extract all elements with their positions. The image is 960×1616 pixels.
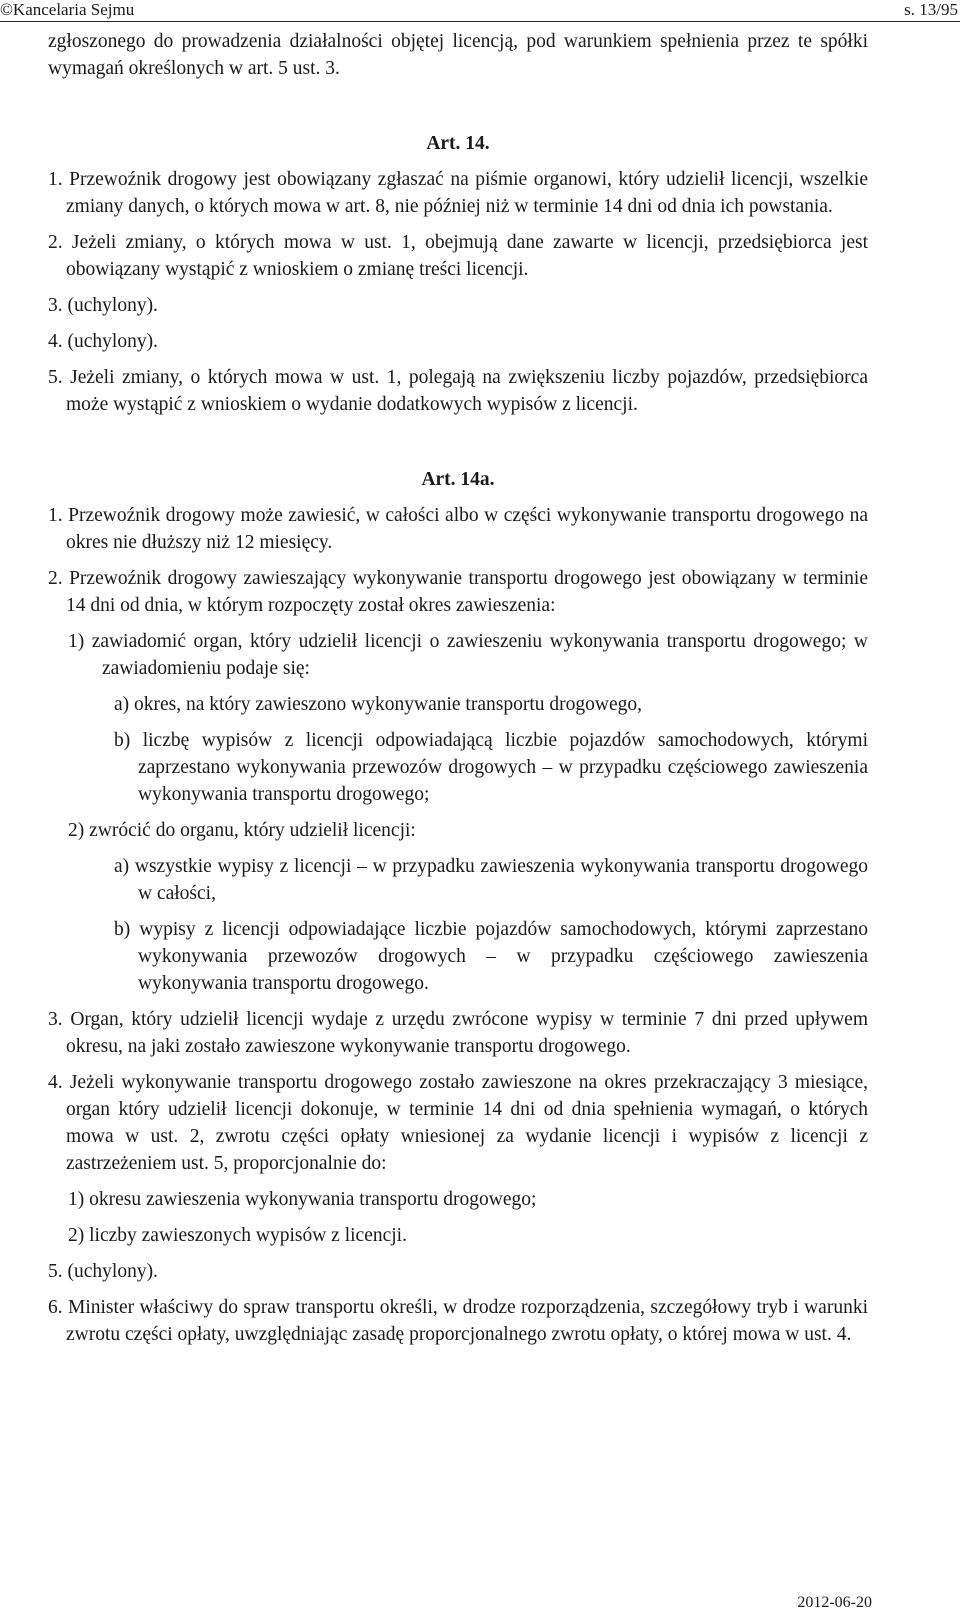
art14a-par-2-point-1: 1) zawiadomić organ, który udzielił licencji o zawieszeniu wykonywania transportu drogowego; w zawiadomieniu podaje się: [68,631,868,679]
footer-date: 2012-06-20 [797,1594,872,1611]
art14-par-5: 5. Jeżeli zmiany, o których mowa w ust. 1, polegają na zwiększeniu liczby pojazdów, przedsiębiorca może wystąpić z wnioskiem o wydanie dodatkowych wypisów z licencji. [48,367,868,415]
page-header [0,0,960,22]
art14a-par-2-point-2-b: b) wypisy z licencji odpowiadające liczbie pojazdów samochodowych, którymi zaprzestano wykonywania przewozów drogowych – w przypadku częściowego zawieszenia wykonywania transportu drogowego. [114,919,868,994]
art14a-par-2: 2. Przewoźnik drogowy zawieszający wykonywanie transportu drogowego jest obowiązany w terminie 14 dni od dnia, w którym rozpoczęty został okres zawieszenia: [48,568,868,616]
art14-par-2: 2. Jeżeli zmiany, o których mowa w ust. 1, obejmują dane zawarte w licencji, przedsiębiorca jest obowiązany wystąpić z wnioskiem o zmianę treści licencji. [48,232,868,280]
art14a-par-3: 3. Organ, który udzielił licencji wydaje z urzędu zwrócone wypisy w terminie 7 dni przed upływem okresu, na jaki zostało zawieszone wykonywanie transportu drogowego. [48,1009,868,1057]
art14a-par-6: 6. Minister właściwy do spraw transportu określi, w drodze rozporządzenia, szczegółowy tryb i warunki zwrotu części opłaty, uwzględniając zasadę proporcjonalnego zwrotu opłaty, o której mowa w ust. 4. [48,1297,868,1345]
art14-par-4: 4. (uchylony). [48,331,158,352]
art14-par-3: 3. (uchylony). [48,295,158,316]
art14a-par-2-point-2: 2) zwrócić do organu, który udzielił licencji: [68,820,416,841]
publisher-label: ©Kancelaria Sejmu [0,0,135,19]
document-body [48,28,868,1348]
article-14-title: Art. 14. [426,133,490,154]
art14a-par-2-point-1-b: b) liczbę wypisów z licencji odpowiadającą liczbie pojazdów samochodowych, którymi zaprzestano wykonywania przewozów drogowych – w przypadku częściowego zawieszenia wykonywania transportu drogowego; [114,730,868,805]
article-14a-title: Art. 14a. [421,469,495,490]
intro-paragraph: zgłoszonego do prowadzenia działalności objętej licencją, pod warunkiem spełnienia przez te spółki wymagań określonych w art. 5 ust. 3. [48,31,868,79]
art14a-par-5: 5. (uchylony). [48,1261,158,1282]
art14-par-1: 1. Przewoźnik drogowy jest obowiązany zgłaszać na piśmie organowi, który udzielił licencji, wszelkie zmiany danych, o których mowa w art. 8, nie później niż w terminie 14 dni od dnia ich powstania. [48,169,868,217]
page-number: s. 13/95 [904,0,958,19]
art14a-par-4-point-1: 1) okresu zawieszenia wykonywania transportu drogowego; [68,1189,537,1210]
art14a-par-2-point-2-a: a) wszystkie wypisy z licencji – w przypadku zawieszenia wykonywania transportu drogowego w całości, [114,856,868,904]
art14a-par-1: 1. Przewoźnik drogowy może zawiesić, w całości albo w części wykonywanie transportu drogowego na okres nie dłuższy niż 12 miesięcy. [48,505,868,553]
art14a-par-4-point-2: 2) liczby zawieszonych wypisów z licencji. [68,1225,407,1246]
art14a-par-4: 4. Jeżeli wykonywanie transportu drogowego zostało zawieszone na okres przekraczający 3 miesiące, organ który udzielił licencji dokonuje, w terminie 14 dni od dnia spełnienia wymagań, o których mowa w ust. 2, zwrotu części opłaty wniesionej za wydanie licencji i wypisów z licencji z zastrzeżeniem ust. 5, proporcjonalnie do: [48,1072,868,1174]
art14a-par-2-point-1-a: a) okres, na który zawieszono wykonywanie transportu drogowego, [114,694,642,715]
header-divider [0,21,960,22]
